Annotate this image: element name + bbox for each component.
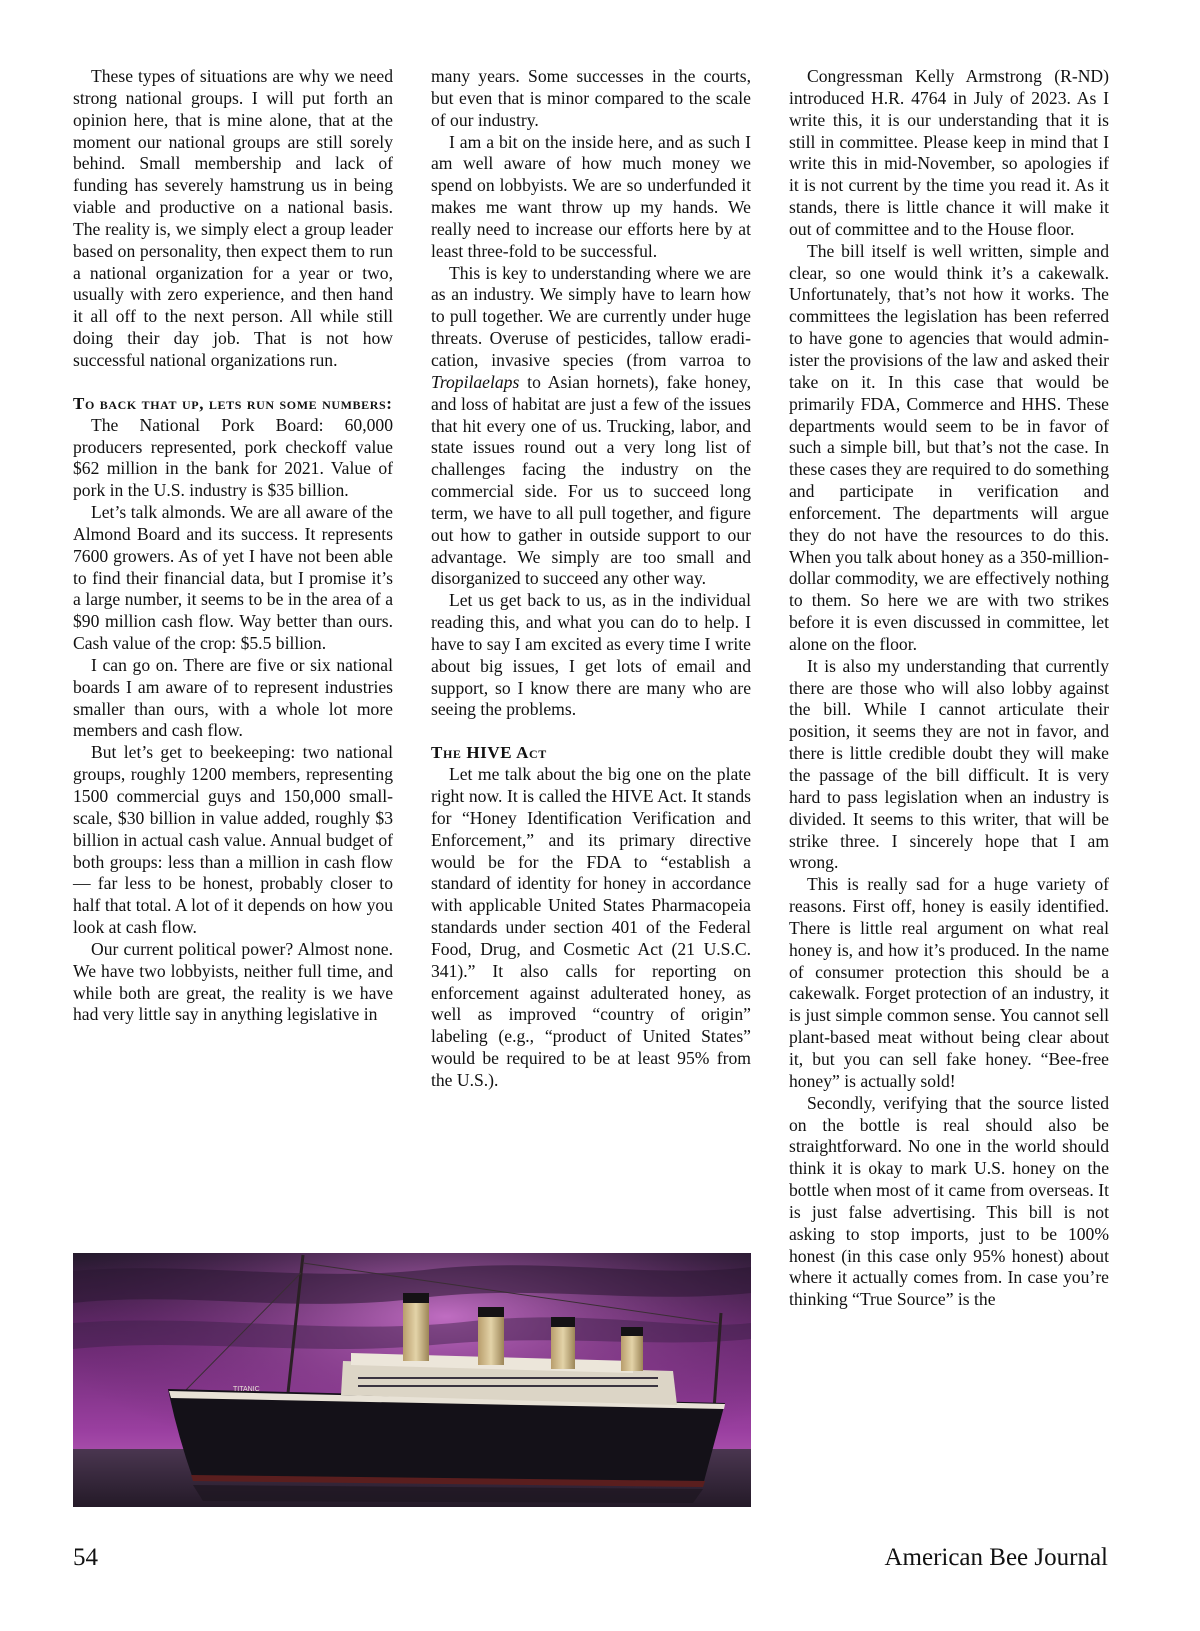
species-name: Tropilaelaps bbox=[431, 371, 520, 392]
body-paragraph: Let’s talk almonds. We are all aware of the Almond Board and its success. It represents 7600 growers. As of yet I have not been able to find their financial data, but I promise it’s a large number, it seems to be in the area of a $90 million cash flow. Way better than ours. Cash value of the crop: $5.5 billion. bbox=[73, 502, 393, 654]
body-paragraph: Our current political power? Almost none. We have two lobbyists, neither full time, and while both are great, the reality is we have had very little say in anything legislative in bbox=[73, 938, 393, 1025]
titanic-illustration bbox=[73, 1253, 751, 1507]
ship-image bbox=[73, 1253, 751, 1507]
body-paragraph: Let us get back to us, as in the individual reading this, and what you can do to help. I have to say I am excited as every time I write about big issues, I get lots of email and support, so I know there are many who are seeing the problems. bbox=[431, 590, 751, 720]
body-paragraph: The bill itself is well written, simple and clear, so one would think it’s a cakewalk. Unfortunately, that’s not how it works. The committees the legislation has been referred to have gone to agencies that would administer the provisions of the law and asked their take on it. In this case that would be primarily FDA, Commerce and HHS. These departments would seem to be in favor of such a simple bill, but that’s not the case. In these cases they are required to do something and participate in verification and enforcement. The departments will argue they do not have the resources to do this. When you talk about honey as a 350-million-dollar commodity, we are effectively nothing to them. So here we are with two strikes before it is even discussed in committee, let alone on the floor. bbox=[789, 240, 1109, 654]
body-paragraph: The National Pork Board: 60,000 producers represented, pork checkoff value $62 million in the bank for 2021. Value of pork in the U.S. industry is $35 billion. bbox=[73, 414, 393, 501]
article-column-3 bbox=[789, 66, 1109, 1311]
body-paragraph: I can go on. There are five or six national boards I am aware of to represent industries smaller than ours, with a whole lot more members and cash flow. bbox=[73, 654, 393, 741]
article-column-1 bbox=[73, 66, 393, 1026]
body-paragraph: This is key to understanding where we are as an industry. We simply have to learn how to pull together. We are currently under huge threats. Overuse of pesticides, tallow eradication, invasive species (from varroa to Tropilaelaps to Asian hornets), fake honey, and loss of habitat are just a few of the issues that hit every one of us. Trucking, labor, and state issues round out a very long list of challenges facing the industry on the commercial side. For us to succeed long term, we have to all pull together, and figure out how to gather in outside support to our advantage. We simply are too small and disorganized to succeed any other way. bbox=[431, 262, 751, 589]
body-paragraph: It is also my understanding that currently there are those who will also lobby against the bill. While I cannot articulate their position, it seems they are not in favor, and there is little credible doubt they will make the passage of the bill difficult. It is very hard to pass legislation when an industry is divided. It seems to this writer, that will be strike three. I sincerely hope that I am wrong. bbox=[789, 655, 1109, 873]
body-paragraph: But let’s get to beekeeping: two national groups, roughly 1200 members, representing 1500 commercial guys and 150,000 small-scale, $30 billion in value added, roughly $3 billion in actual cash value. Annual budget of both groups: less than a million in cash flow — far less to be honest, probably closer to half that total. A lot of it depends on how you look at cash flow. bbox=[73, 742, 393, 938]
body-paragraph: I am a bit on the inside here, and as such I am well aware of how much money we spend on lobbyists. We are so underfunded it makes me want throw up my hands. We really need to increase our efforts here by at least three-fold to be successful. bbox=[431, 131, 751, 261]
body-paragraph: Let me talk about the big one on the plate right now. It is called the HIVE Act. It stands for “Honey Identification Verification and Enforcement,” and its primary directive would be for the FDA to “establish a standard of identity for honey in accordance with applicable United States Pharmacopeia standards under section 401 of the Federal Food, Drug, and Cosmetic Act (21 U.S.C. 341).” It also calls for reporting on enforcement against adulterated honey, as well as improved “country of origin” labeling (e.g., “product of United States” would be required to be at least 95% from the U.S.). bbox=[431, 764, 751, 1090]
body-paragraph: Secondly, verifying that the source listed on the bottle is real should also be straightforward. No one in the world should think it is okay to mark U.S. honey on the bottle when most of it came from overseas. It is just false advertising. This bill is not asking to stop imports, just to be 100% honest (in this case only 95% honest) about where it actually comes from. In case you’re thinking “True Source” is the bbox=[789, 1092, 1109, 1310]
article-column-2 bbox=[431, 66, 751, 1092]
section-heading: The HIVE Act bbox=[431, 743, 547, 763]
body-paragraph: This is really sad for a huge variety of reasons. First off, honey is easily identified. There is little real argument on what real honey is, and how it’s produced. In the name of consumer protection this should be a cakewalk. Forget protection of an industry, it is just simple common sense. You cannot sell plant-based meat without being clear about it, but you can sell fake honey. “Bee-free honey” is actually sold! bbox=[789, 874, 1109, 1091]
body-paragraph: These types of situations are why we need strong national groups. I will put forth an opinion here, that is mine alone, that at the moment our national groups are still sorely behind. Small membership and lack of funding has severely hamstrung us in being viable and productive on a national basis. The reality is, we simply elect a group leader based on personality, then expect them to run a national organization for a year or two, usually with zero experience, and then hand it all off to the next person. All while still doing their day job. That is not how successful national organizations run. bbox=[73, 66, 393, 370]
body-paragraph: Congressman Kelly Armstrong (R-ND) introduced H.R. 4764 in July of 2023. As I write this, it is our understanding that it is still in committee. Please keep in mind that I write this in mid-November, so apologies if it is not current by the time you read it. As it stands, there is little chance it will make it out of committee and to the House floor. bbox=[789, 66, 1109, 239]
page-number: 54 bbox=[73, 1544, 98, 1571]
publication-name: American Bee Journal bbox=[884, 1544, 1108, 1571]
ship-name-label: TITANIC bbox=[233, 1386, 260, 1393]
section-heading: To back that up, lets run some numbers: bbox=[73, 393, 393, 413]
body-paragraph: many years. Some successes in the courts, but even that is minor compared to the scale of our industry. bbox=[431, 66, 751, 130]
